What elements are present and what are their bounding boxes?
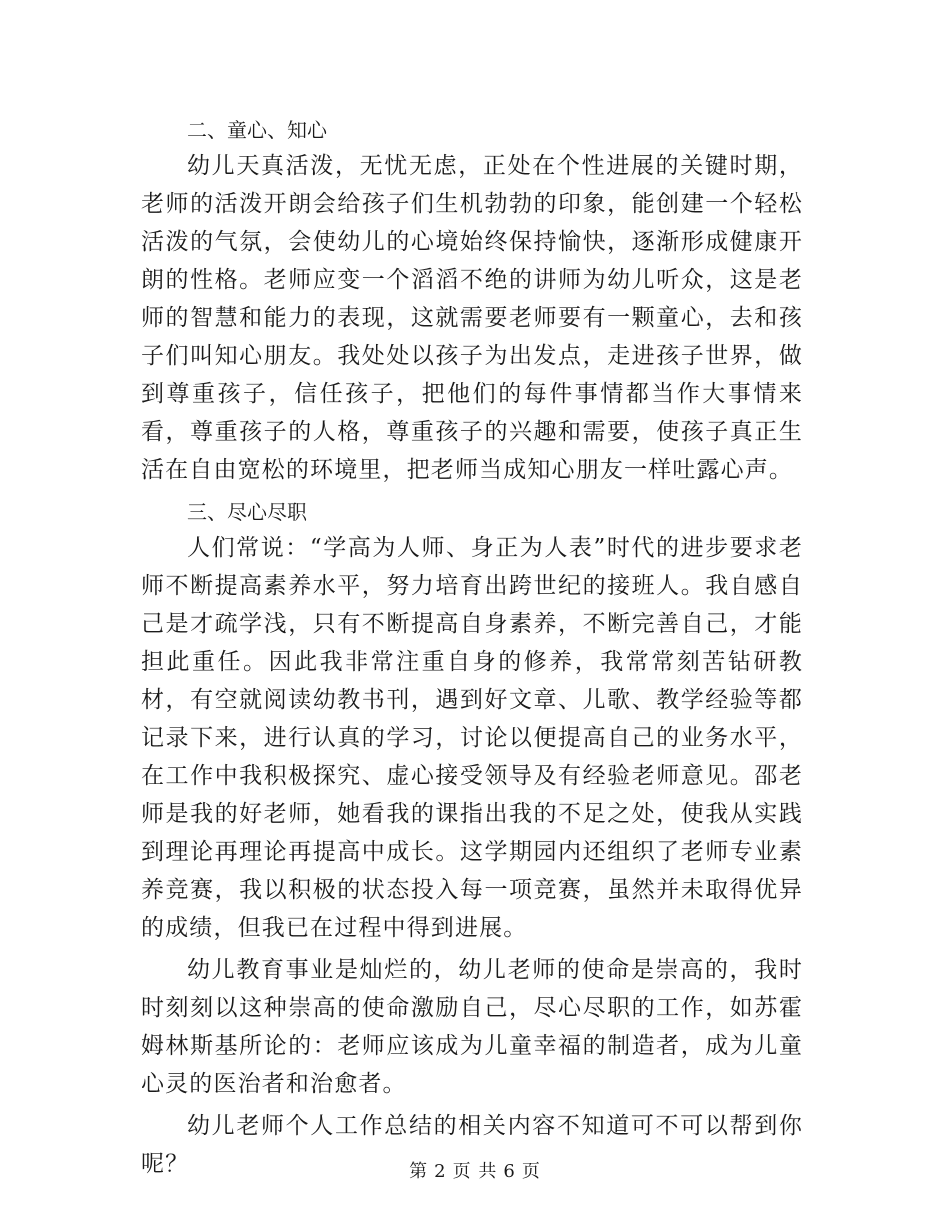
section-heading: 三、尽心尽职 xyxy=(187,500,307,524)
page-footer xyxy=(0,1157,950,1183)
paragraph: 幼儿天真活泼，无忧无虑，正处在个性进展的关键时期，老师的活泼开朗会给孩子们生机勃勃的印象，能创建一个轻松活泼的气氛，会使幼儿的心境始终保持愉快，逐渐形成健康开朗的性格。老师应变一个滔滔不绝的讲师为幼儿听众，这是老师的智慧和能力的表现，这就需要老师要有一颗童心，去和孩子们叫知心朋友。我处处以孩子为出发点，走进孩子世界，做到尊重孩子，信任孩子，把他们的每件事情都当作大事情来看，尊重孩子的人格，尊重孩子的兴趣和需要，使孩子真正生活在自由宽松的环境里，把老师当成知心朋友一样吐露心声。 xyxy=(141,153,803,483)
paragraph: 幼儿教育事业是灿烂的，幼儿老师的使命是崇高的，我时时刻刻以这种崇高的使命激励自己，尽心尽职的工作，如苏霍姆林斯基所论的：老师应该成为儿童幸福的制造者，成为儿童心灵的医治者和治愈者。 xyxy=(141,957,803,1097)
footer-suffix: 页 xyxy=(521,1161,541,1182)
footer-prefix: 第 xyxy=(409,1161,429,1182)
paragraph: 幼儿老师个人工作总结的相关内容不知道可不可以帮到你呢？ xyxy=(141,1113,803,1177)
footer-middle: 页 共 xyxy=(452,1161,498,1182)
paragraph: 人们常说：“学高为人师、身正为人表”时代的进步要求老师不断提高素养水平，努力培育出跨世纪的接班人。我自感自己是才疏学浅，只有不断提高自身素养，不断完善自己，才能担此重任。因此我非常注重自身的修养，我常常刻苦钻研教材，有空就阅读幼教书刊，遇到好文章、儿歌、教学经验等都记录下来，进行认真的学习，讨论以便提高自己的业务水平，在工作中我积极探究、虚心接受领导及有经验老师意见。邵老师是我的好老师，她看我的课指出我的不足之处，使我从实践到理论再理论再提高中成长。这学期园内还组织了老师专业素养竞赛，我以积极的状态投入每一项竞赛，虽然并未取得优异的成绩，但我已在过程中得到进展。 xyxy=(141,535,803,941)
document-body xyxy=(141,107,803,1183)
page-total: 6 xyxy=(503,1161,516,1182)
page-number: 2 xyxy=(434,1161,447,1182)
section-heading: 二、童心、知心 xyxy=(187,118,327,142)
